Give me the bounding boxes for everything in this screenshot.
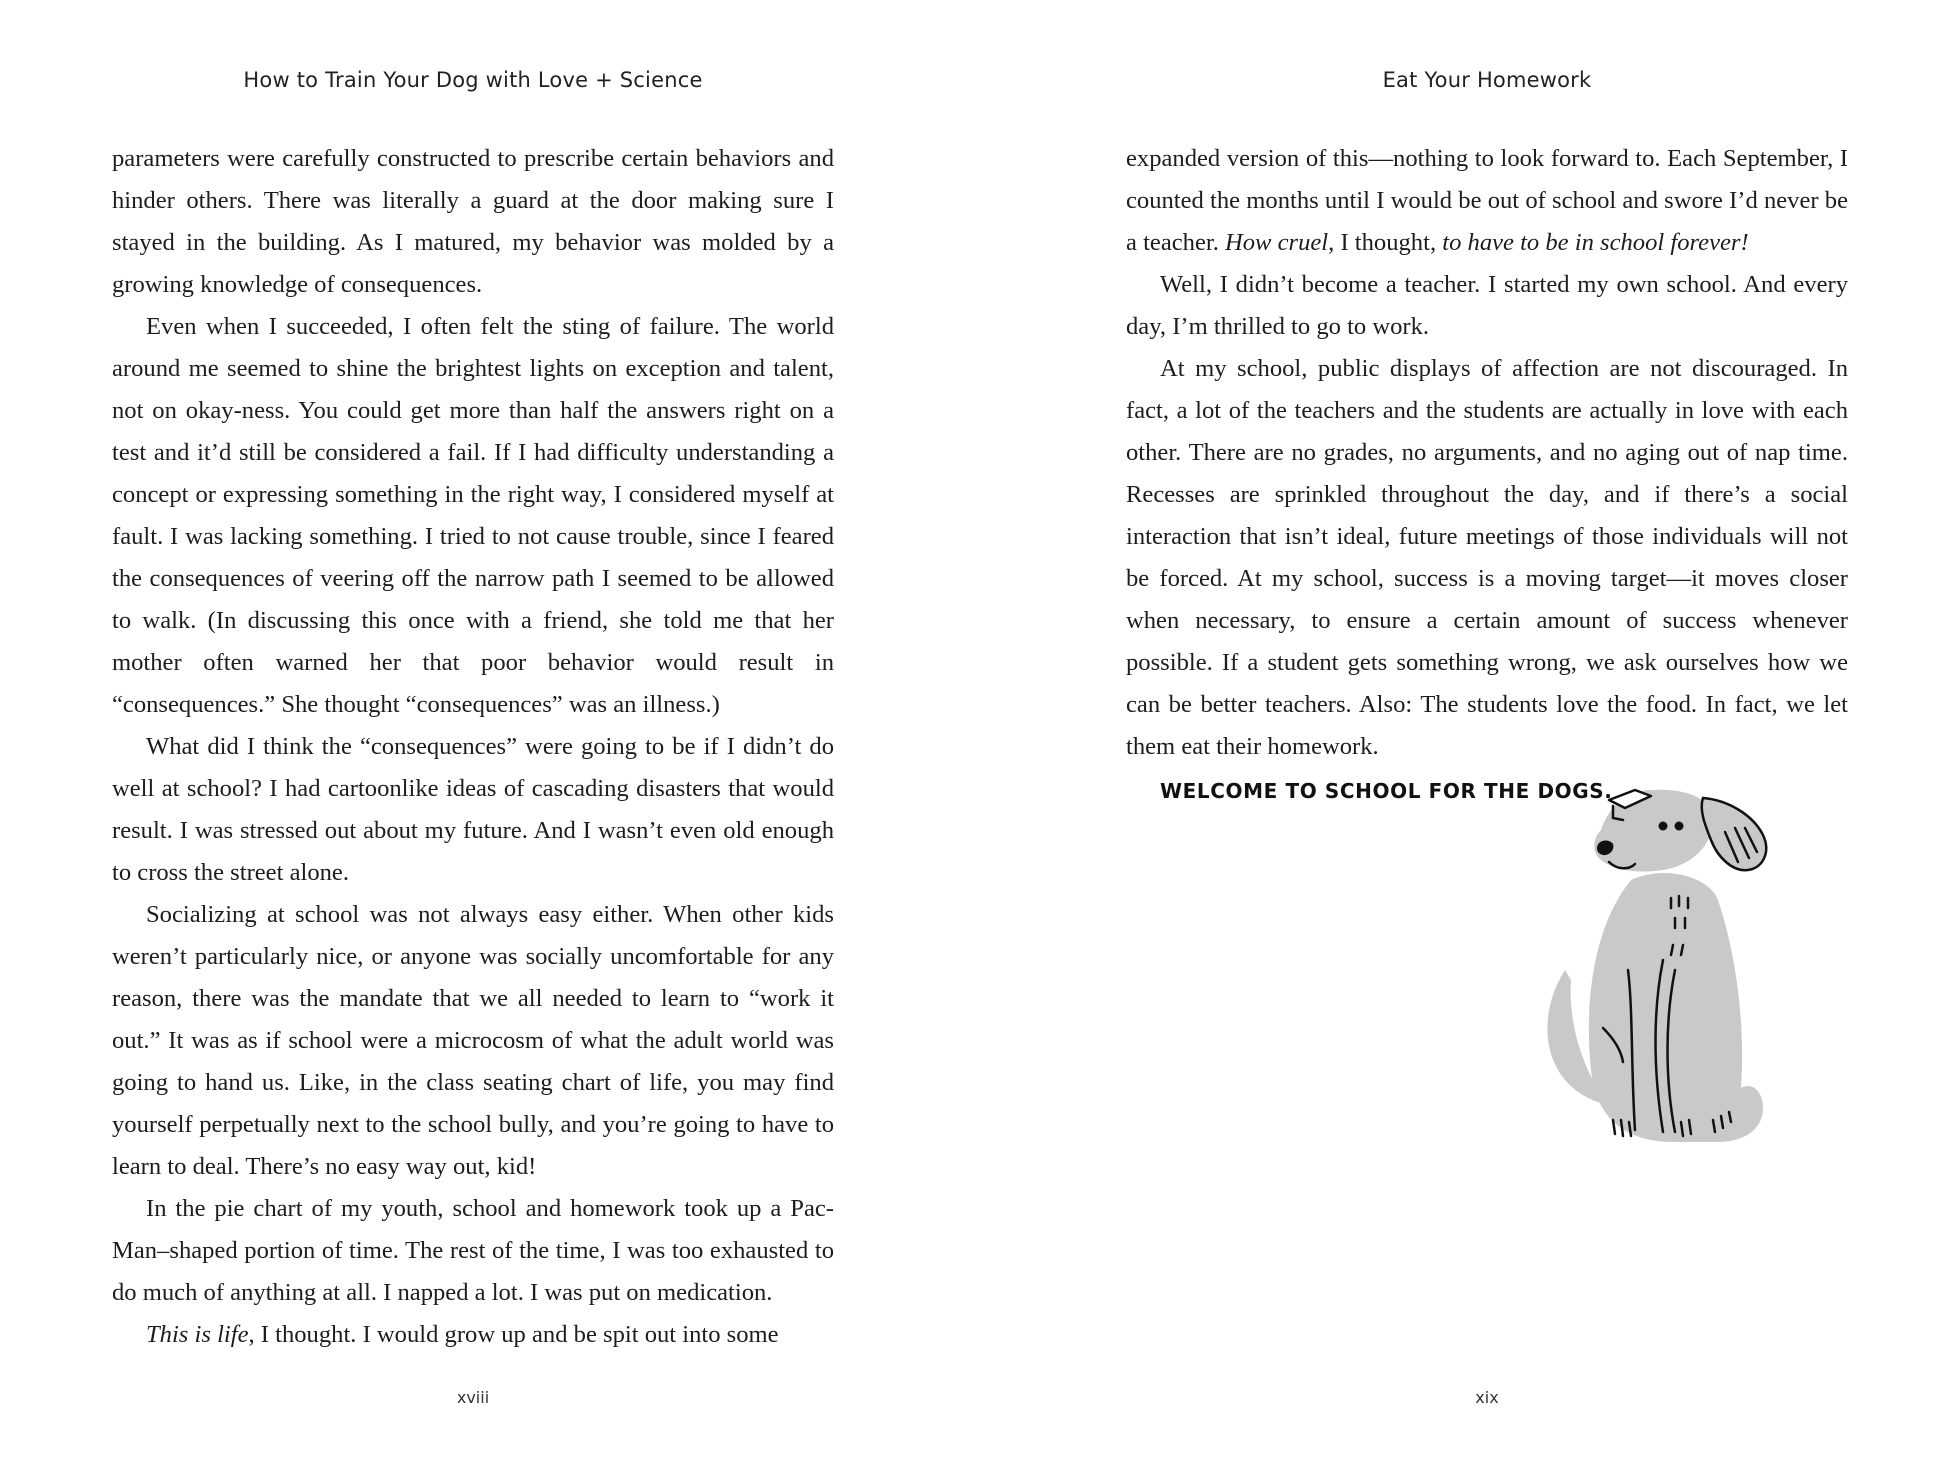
right-page (973, 0, 1946, 1460)
italic-phrase: to have to be in school forever! (1442, 229, 1749, 256)
right-page-number: xix (1475, 1388, 1499, 1407)
paragraph: In the pie chart of my youth, school and homework took up a Pac-Man–shaped portion of time. The rest of the time, I was too exhausted to do much of anything at all. I napped a lot. I was put on medication. (112, 1195, 834, 1306)
paragraph: What did I think the “consequences” were going to be if I didn’t do well at school? I had cartoonlike ideas of cascading disasters that would result. I was stressed out about my future. And I wasn’t even old enough to cross the street alone. (112, 733, 834, 886)
left-body-text (112, 138, 834, 1356)
paragraph: Well, I didn’t become a teacher. I started my own school. And every day, I’m thrilled to go to work. (1126, 271, 1848, 340)
paragraph: parameters were carefully constructed to prescribe certain behaviors and hinder others. There was literally a guard at the door making sure I stayed in the building. As I matured, my behavior was molded by a growing knowledge of consequences. (112, 145, 834, 298)
paragraph-text: , I thought. I would grow up and be spit out into some (248, 1321, 779, 1348)
paragraph (112, 1314, 834, 1356)
left-running-head: How to Train Your Dog with Love + Science (243, 68, 703, 92)
paragraph-text: expanded version of this—nothing to look forward to. Each September, I counted the months until I would be out of school and swore I’d never be a teacher. (1126, 145, 1848, 256)
right-running-head: Eat Your Homework (1382, 68, 1592, 92)
paragraph: Even when I succeeded, I often felt the sting of failure. The world around me seemed to shine the brightest lights on exception and talent, not on okay-ness. You could get more than half the answers right on a test and it’d still be considered a fail. If I had difficulty understanding a concept or expressing something in the right way, I considered myself at fault. I was lacking something. I tried to not cause trouble, since I feared the consequences of veering off the narrow path I seemed to be allowed to walk. (In discussing this once with a friend, she told me that her mother often warned her that poor behavior would result in “consequences.” She thought “consequences” was an illness.) (112, 313, 834, 718)
paragraph (1126, 138, 1848, 264)
italic-phrase: How cruel (1225, 229, 1329, 256)
dog-eye (1675, 822, 1684, 831)
paragraph-text: , I thought, (1328, 229, 1443, 256)
paragraph: At my school, public displays of affection are not discouraged. In fact, a lot of the teachers and the students are actually in love with each other. There are no grades, no arguments, and no aging out of nap time. Recesses are sprinkled throughout the day, and if there’s a social interaction that isn’t ideal, future meetings of those individuals will not be forced. At my school, success is a moving target—it moves closer when necessary, to ensure a certain amount of success whenever possible. If a student gets something wrong, we ask ourselves how we can be better teachers. Also: The students love the food. In fact, we let them eat their homework. (1126, 355, 1848, 760)
section-heading: WELCOME TO SCHOOL FOR THE DOGS. (1160, 779, 1613, 803)
dog-eye (1659, 822, 1668, 831)
left-page-number: xviii (456, 1388, 490, 1407)
italic-phrase: This is life (146, 1321, 249, 1348)
paragraph: Socializing at school was not always easy either. When other kids weren’t particularly nice, or anyone was socially uncomfortable for any reason, there was the mandate that we all needed to learn to “work it out.” It was as if school were a microcosm of what the adult world was going to hand us. Like, in the class seating chart of life, you may find yourself perpetually next to the school bully, and you’re going to have to learn to deal. There’s no easy way out, kid! (112, 901, 834, 1180)
dog-body (1589, 873, 1763, 1142)
right-body-text (1126, 138, 1848, 812)
dog-ear (1702, 798, 1766, 870)
dog-with-graduation-cap-icon (1513, 770, 1813, 1150)
